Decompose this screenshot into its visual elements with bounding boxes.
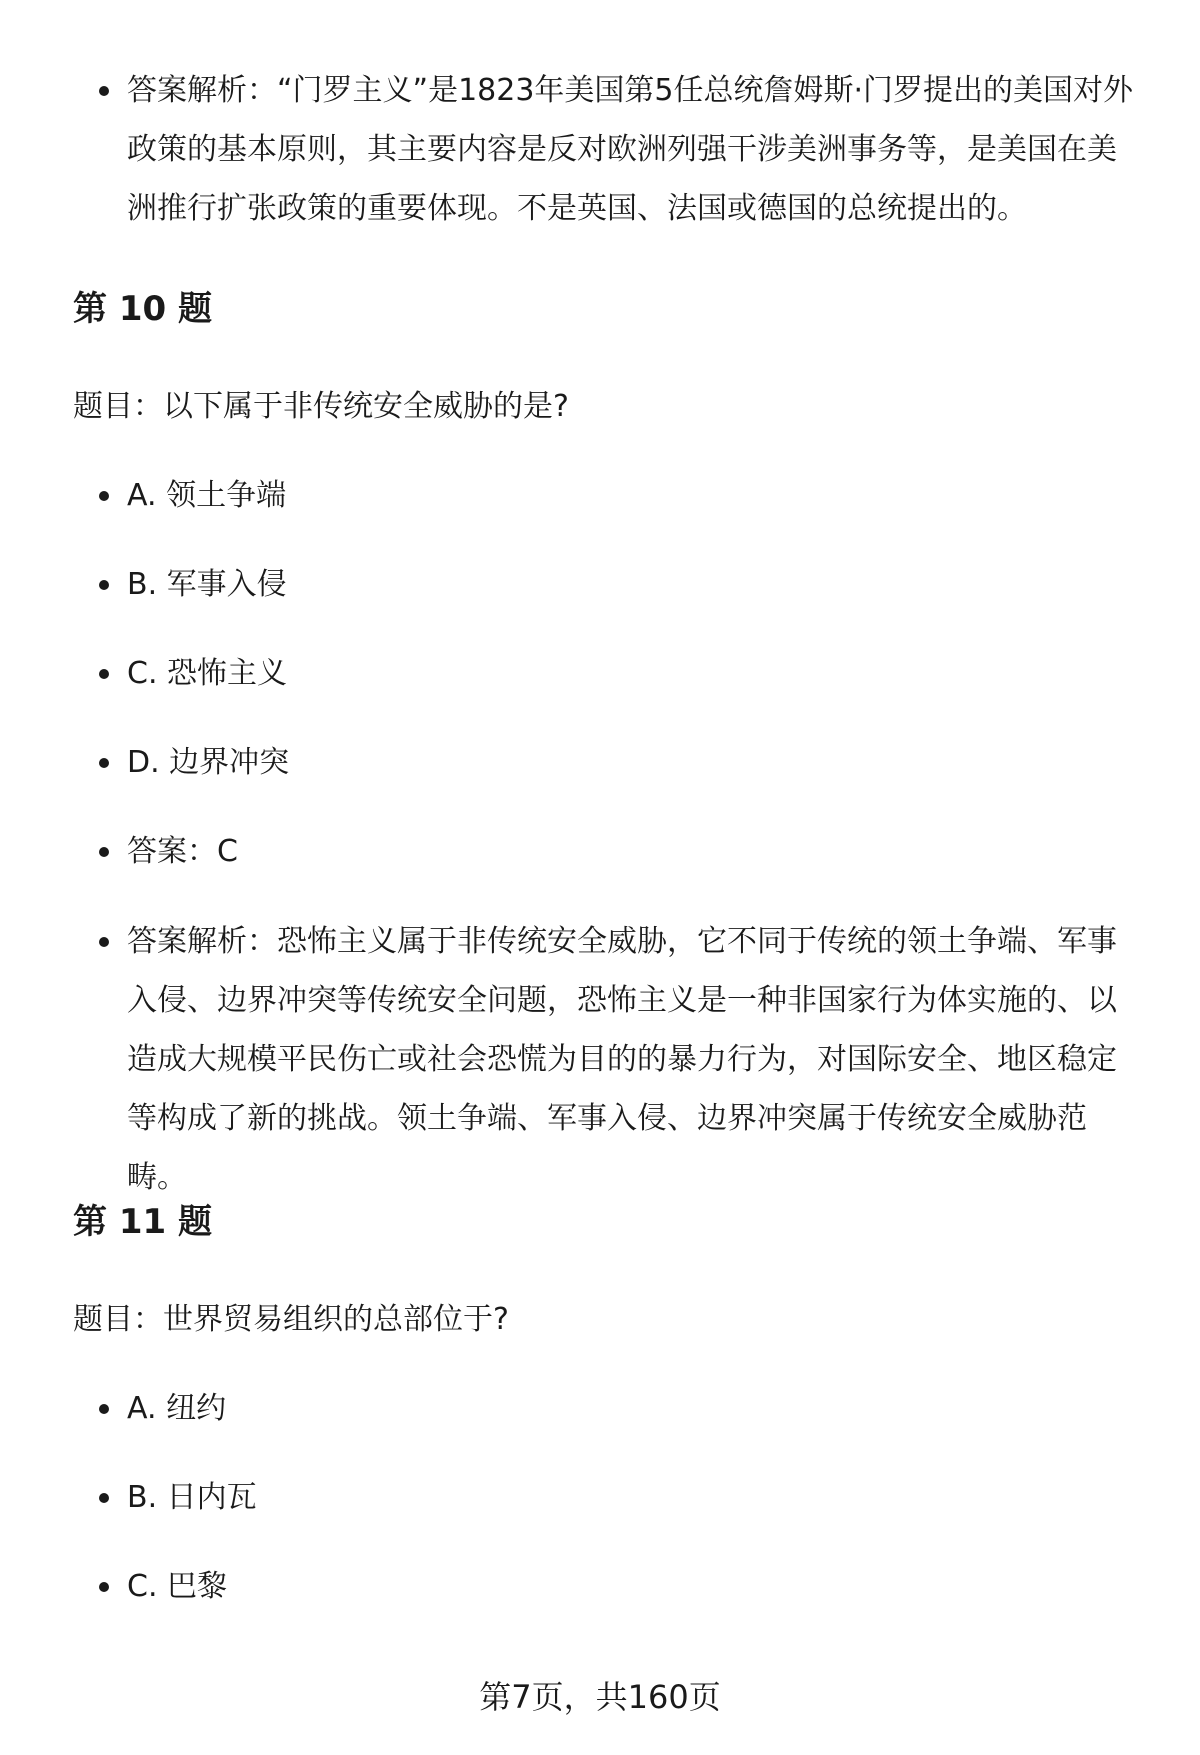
q10-option-d: D. 边界冲突 — [127, 733, 1142, 792]
q10-option-a: A. 领土争端 — [127, 466, 1142, 525]
q10-option-b: B. 军事入侵 — [127, 555, 1142, 614]
q11-option-a: A. 纽约 — [127, 1379, 1142, 1438]
prev-explanation: 答案解析：“门罗主义”是1823年美国第5任总统詹姆斯·门罗提出的美国对外政策的基本原则，其主要内容是反对欧洲列强干涉美洲事务等，是美国在美洲推行扩张政策的重要体现。不是英国、法国或德国的总统提出的。 — [127, 61, 1142, 238]
q10-option-c: C. 恐怖主义 — [127, 644, 1142, 703]
question-11-heading: 第 11 题 — [73, 1202, 212, 1242]
q11-option-b: B. 日内瓦 — [127, 1468, 1142, 1527]
question-11-text: 题目：世界贸易组织的总部位于? — [73, 1302, 509, 1337]
page-number: 第7页，共160页 — [479, 1678, 721, 1716]
q10-answer: 答案：C — [127, 822, 1142, 881]
q10-explanation: 答案解析：恐怖主义属于非传统安全威胁，它不同于传统的领土争端、军事入侵、边界冲突等传统安全问题，恐怖主义是一种非国家行为体实施的、以造成大规模平民伤亡或社会恐慌为目的的暴力行为，对国际安全、地区稳定等构成了新的挑战。领土争端、军事入侵、边界冲突属于传统安全威胁范畴。 — [127, 912, 1142, 1207]
q11-option-c: C. 巴黎 — [127, 1557, 1142, 1616]
question-10-heading: 第 10 题 — [73, 289, 212, 329]
question-10-text: 题目：以下属于非传统安全威胁的是? — [73, 389, 569, 424]
